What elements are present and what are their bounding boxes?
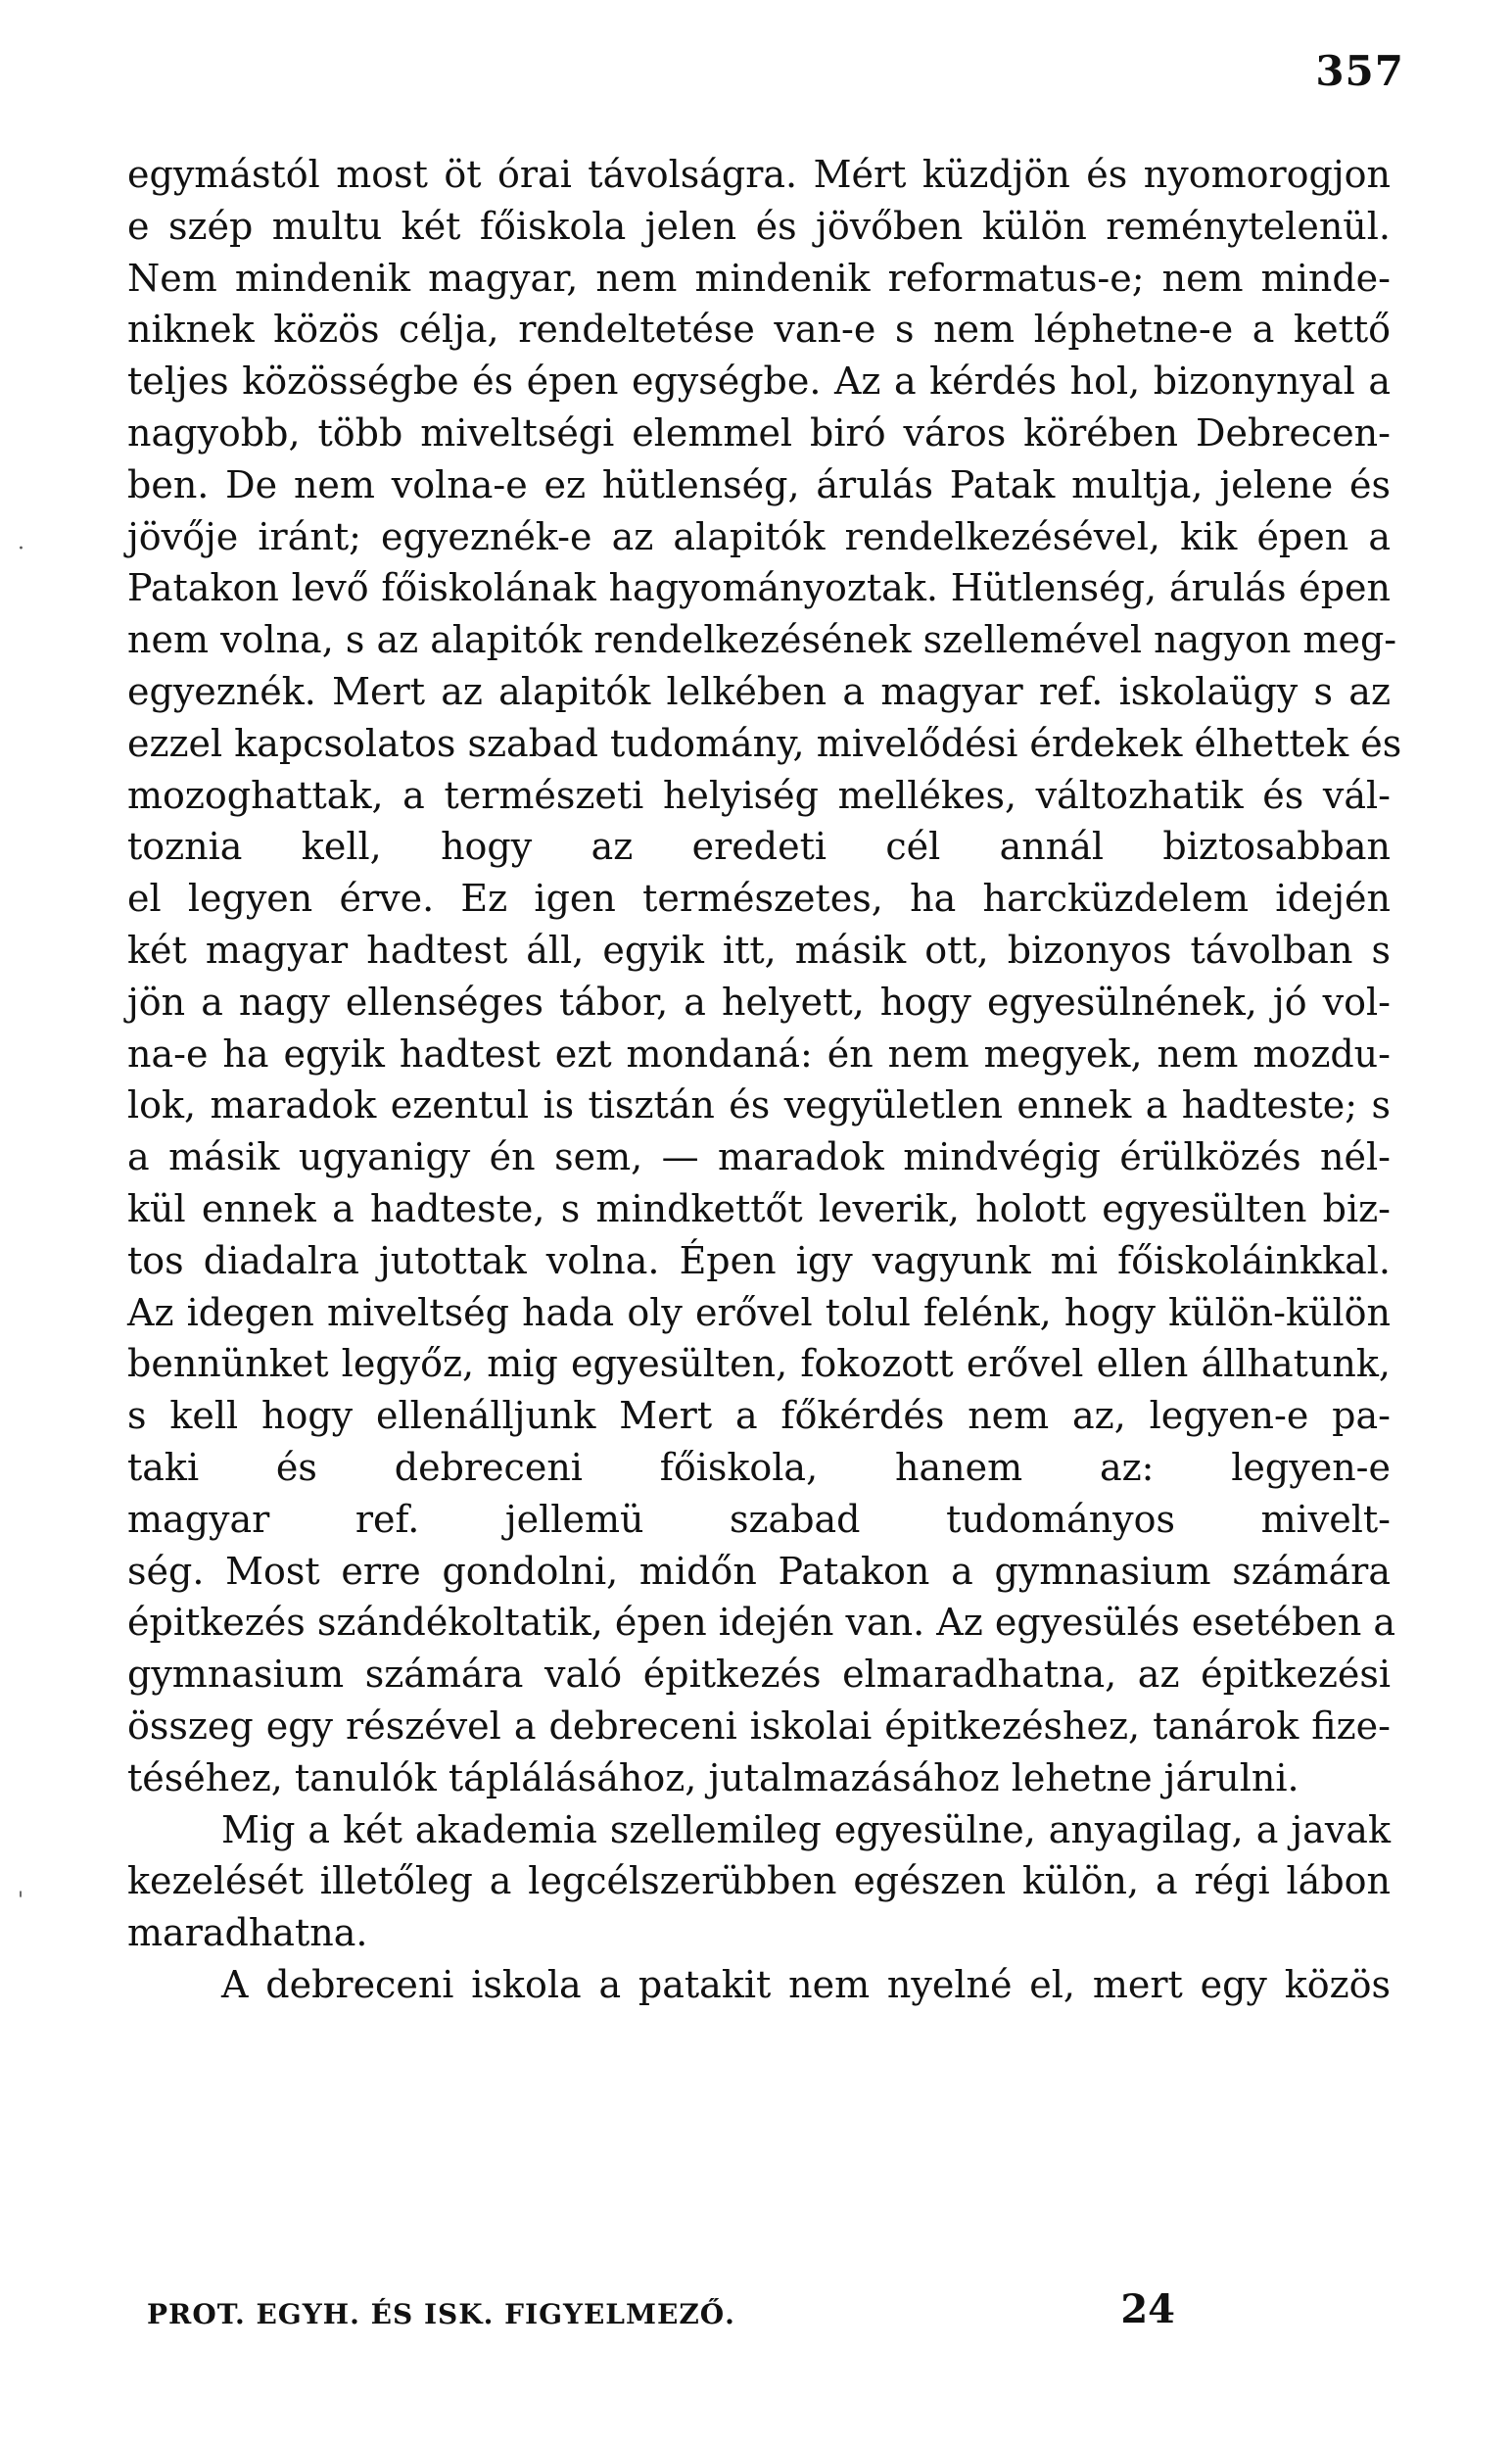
text-line: mozoghattak, a természeti helyiség mellékes, változhatik és vál- [127,773,1391,817]
text-line: lok, maradok ezentul is tisztán és vegyületlen ennek a hadteste; s [127,1083,1391,1127]
margin-dot: · [18,537,24,561]
text-line: tos diadalra jutottak volna. Épen igy vagyunk mi főiskoláinkkal. [127,1238,1391,1282]
text-line: jövője iránt; egyeznék-e az alapitók rendelkezésével, kik épen a [127,514,1391,558]
text-line: na-e ha egyik hadtest ezt mondaná: én nem megyek, nem mozdu- [127,1031,1391,1076]
text-line-spaced: toznia kell, hogy az eredeti cél annál biztosabban [127,825,1391,869]
text-line: maradhatna. [127,1911,368,1955]
paragraph-start-line: Mig a két akademia szellemileg egyesülne, anyagilag, a javak [221,1807,1391,1851]
signature-mark: 24 [1120,2286,1175,2332]
text-line: Nem mindenik magyar, nem mindenik reformatus-e; nem minde- [127,256,1391,300]
text-line-spaced: el legyen érve. Ez igen természetes, ha harcküzdelem idején [127,877,1391,921]
text-line: téséhez, tanulók táplálásához, jutalmazásához lehetne járulni. [127,1755,1299,1799]
text-line-spaced: s kell hogy ellenálljunk Mert a főkérdés nem az, legyen-e pa- [127,1394,1391,1438]
text-line: jön a nagy ellenséges tábor, a helyett, hogy egyesülnének, jó vol- [127,980,1391,1024]
text-line: Patakon levő főiskolának hagyományoztak. Hütlenség, árulás épen [127,566,1391,610]
body-text [127,149,1402,2011]
text-line: ezzel kapcsolatos szabad tudomány, mivelődési érdekek élhettek és [127,721,1402,765]
text-line: épitkezés szándékoltatik, épen idején van. Az egyesülés esetében a [127,1601,1396,1645]
text-line: niknek közös célja, rendeltetése van-e s nem léphetne-e a kettő [127,308,1391,352]
text-line: gymnasium számára való épitkezés elmaradhatna, az épitkezési [127,1653,1391,1697]
margin-tick: ' [18,1889,24,1913]
journal-title: PROT. EGYH. ÉS ISK. FIGYELMEZŐ. [147,2298,735,2330]
text-line: összeg egy részével a debreceni iskolai épitkezéshez, tanárok fize- [127,1703,1391,1748]
text-line: teljes közösségbe és épen egységbe. Az a kérdés hol, bizonynyal a [127,360,1391,404]
text-line: ség. Most erre gondolni, midőn Patakon a gymnasium számára [127,1549,1391,1593]
text-line: Az idegen miveltség hada oly erővel tolul felénk, hogy külön-külön [127,1290,1391,1334]
text-line: nem volna, s az alapitók rendelkezésének szellemével nagyon meg- [127,618,1397,662]
text-line: egymástól most öt órai távolságra. Mért küzdjön és nyomorogjon [127,153,1391,196]
paragraph-start-line: A debreceni iskola a patakit nem nyelné el, mert egy közös [221,1962,1391,2006]
page-number: 357 [1315,47,1404,95]
text-line: e szép multu két főiskola jelen és jövőben külön reménytelenül. [127,204,1391,248]
text-line-spaced: magyar ref. jellemü szabad tudományos mivelt- [127,1497,1391,1541]
text-line: egyeznék. Mert az alapitók lelkében a magyar ref. iskolaügy s az [127,669,1391,713]
text-line: kül ennek a hadteste, s mindkettőt leverik, holott egyesülten biz- [127,1186,1391,1230]
text-line-spaced: taki és debreceni főiskola, hanem az: legyen-e [127,1445,1391,1489]
page-footer [147,2278,1175,2336]
text-line: kezelését illetőleg a legcélszerübben egészen külön, a régi lábon [127,1859,1391,1903]
text-line: ben. De nem volna-e ez hütlenség, árulás Patak multja, jelene és [127,462,1391,506]
text-line: két magyar hadtest áll, egyik itt, másik ott, bizonyos távolban s [127,928,1391,972]
text-line: nagyobb, több miveltségi elemmel biró város körében Debrecen- [127,410,1391,455]
text-line: bennünket legyőz, mig egyesülten, fokozott erővel ellen állhatunk, [127,1342,1391,1386]
text-line: a másik ugyanigy én sem, — maradok mindvégig érülközés nél- [127,1135,1391,1179]
